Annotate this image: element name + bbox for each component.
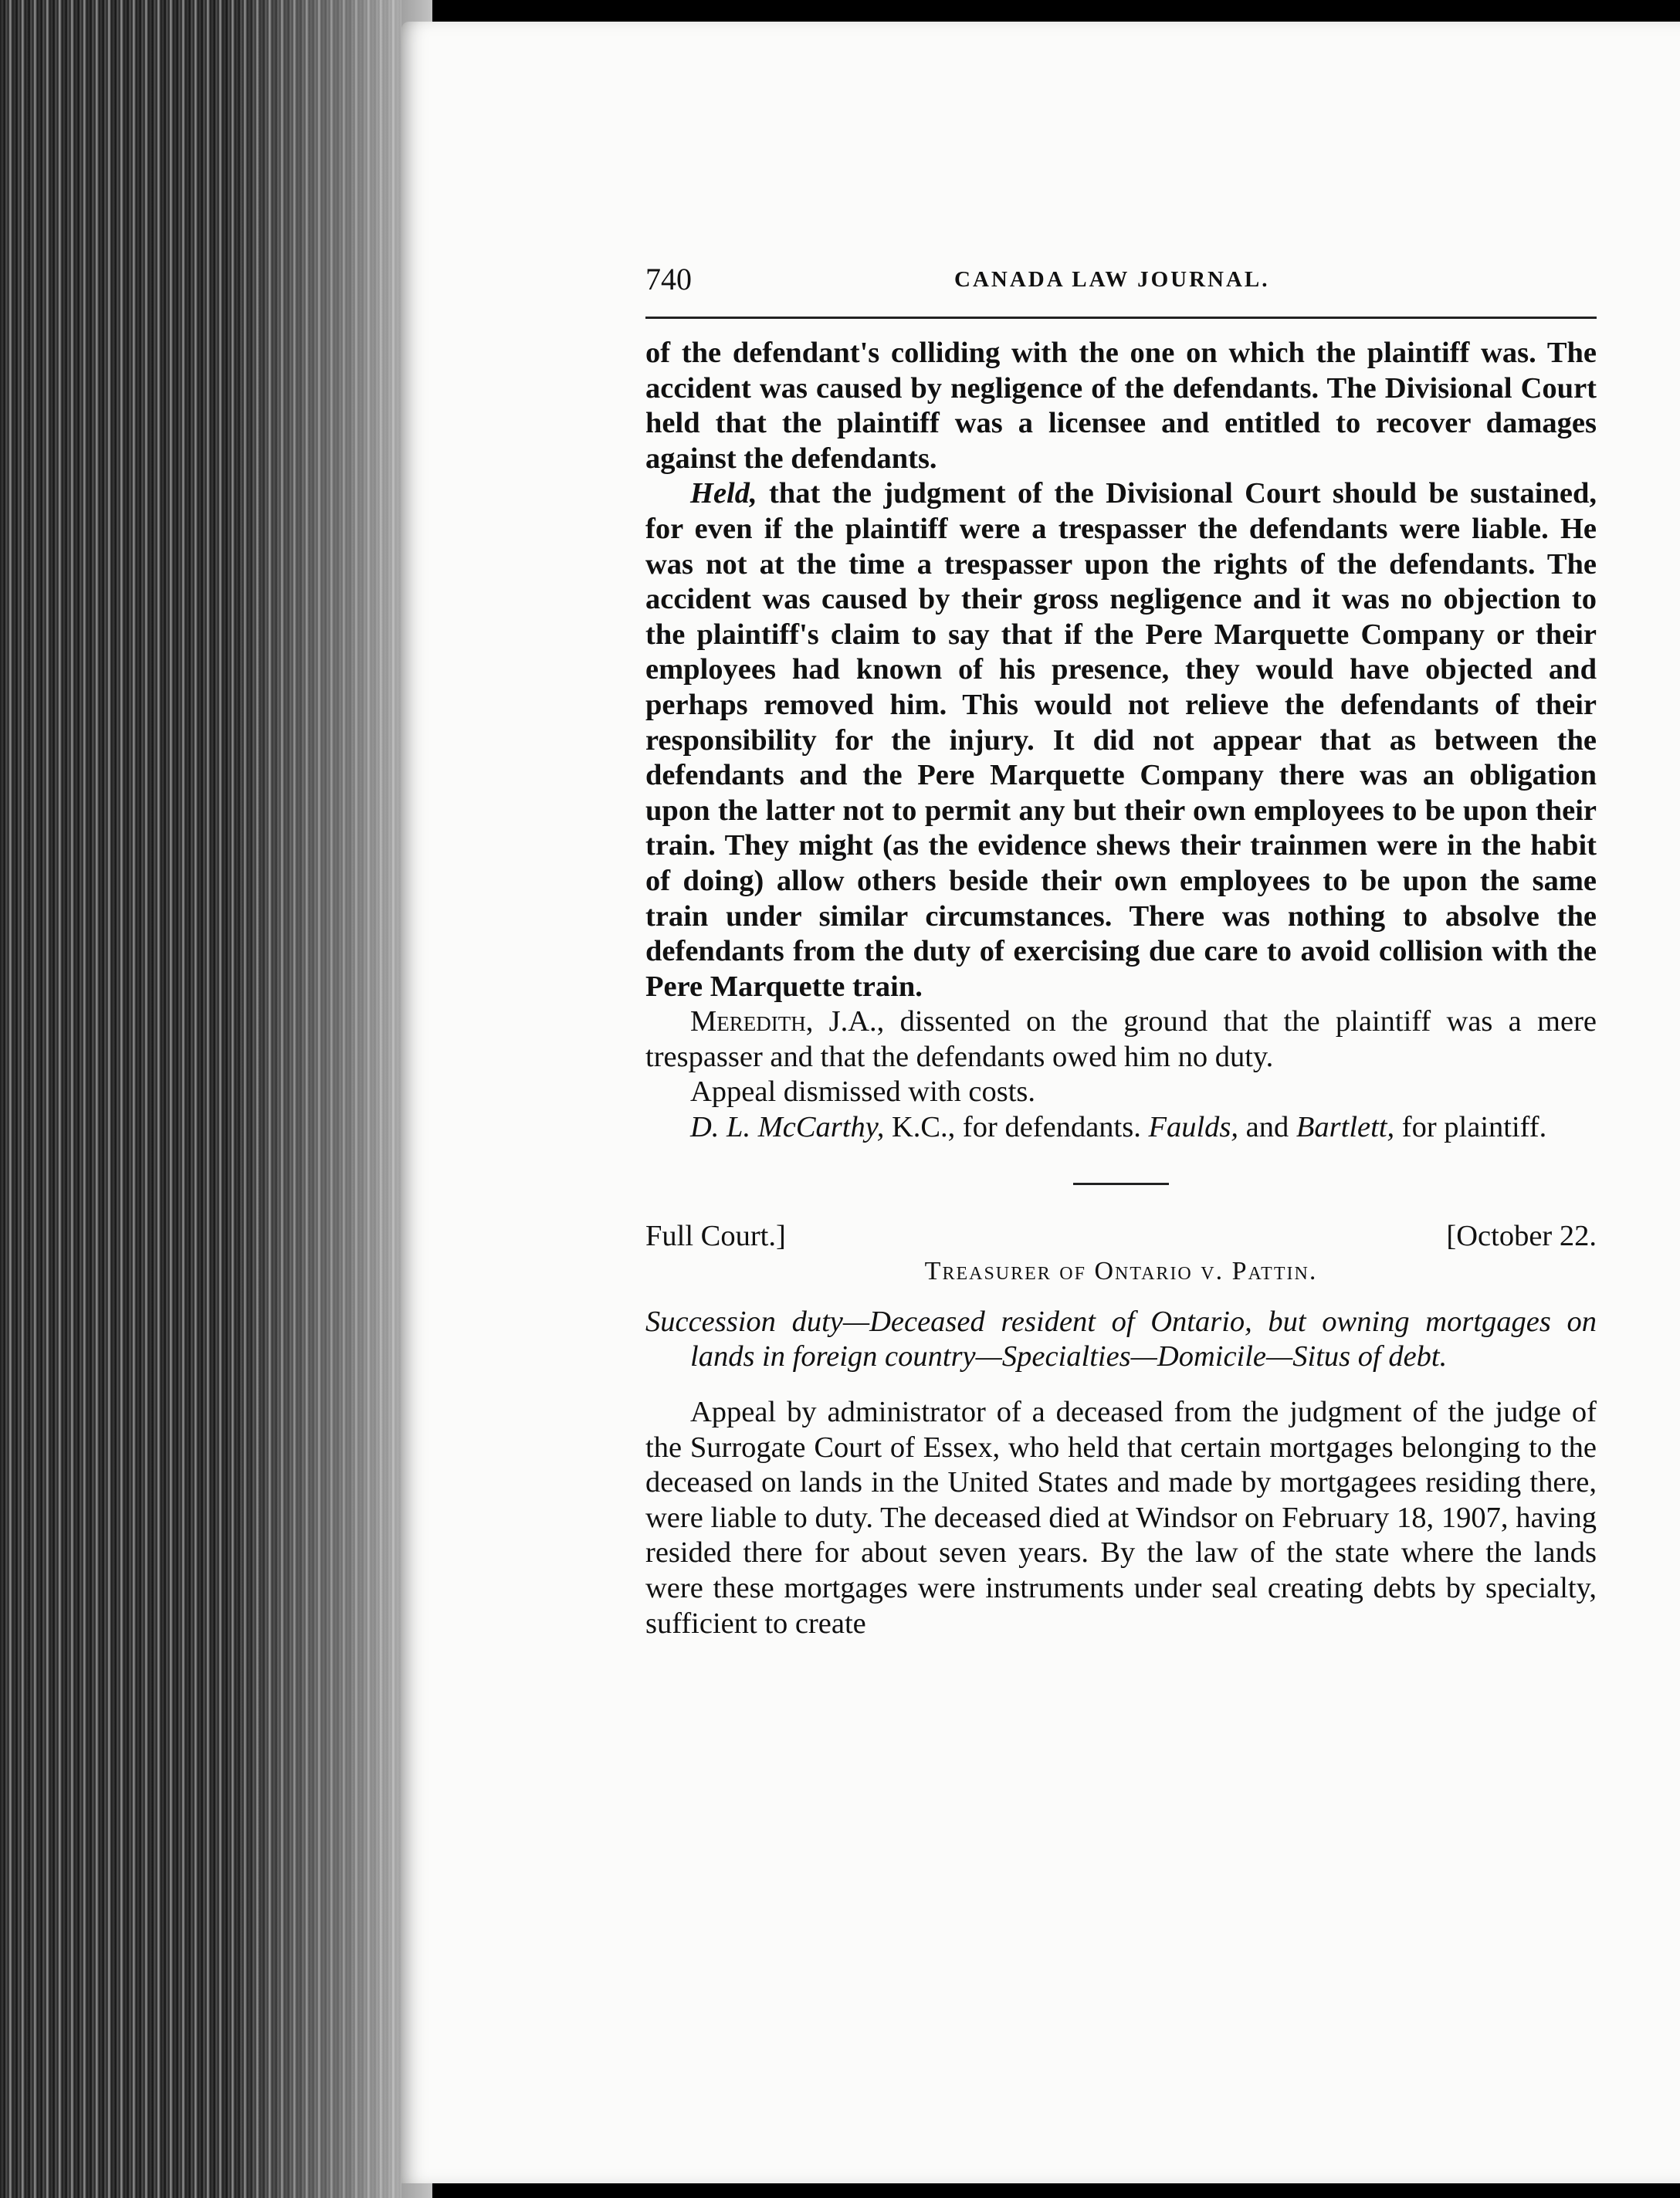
held-label: Held,: [690, 477, 757, 510]
court-name: Full Court.]: [645, 1219, 786, 1252]
section-divider: [1073, 1183, 1169, 1185]
paragraph-counsel: [645, 1110, 1597, 1146]
running-head: [645, 261, 1597, 306]
case-headnote: Succession duty—Deceased resident of Ontario, but owning mortgages on lands in foreign country—Specialties—Domicile—Situs of debt.: [645, 1305, 1597, 1373]
journal-title: CANADA LAW JOURNAL.: [954, 267, 1270, 292]
case-title: Treasurer of Ontario v. Pattin.: [924, 1257, 1318, 1286]
paragraph-dissent: [645, 1004, 1597, 1075]
counsel-text-2: and: [1238, 1111, 1296, 1144]
paragraph-held: [645, 476, 1597, 1004]
counsel-plaintiff-1: Faulds,: [1148, 1111, 1239, 1144]
judge-name: Meredith: [690, 1005, 806, 1038]
dissent-text: , J.A., dissented on the ground that the plaintiff was a mere trespasser and that the defendants owed him no duty.: [645, 1005, 1597, 1073]
counsel-defendants: D. L. McCarthy,: [690, 1111, 885, 1144]
paragraph-case-facts: of the defendant's colliding with the one on which the plaintiff was. The accident was caused by negligence of the defendants. The Divisional Court held that the plaintiff was a licensee and entitled to recover damages against the defendants.: [645, 337, 1597, 475]
case-date: [October 22.: [1446, 1219, 1597, 1252]
counsel-plaintiff-2: Bartlett,: [1296, 1111, 1395, 1144]
court-line: [645, 1219, 1597, 1255]
counsel-text-1: K.C., for defendants.: [884, 1111, 1149, 1144]
paragraph-appeal: Appeal by administrator of a deceased from the judgment of the judge of the Surrogate Court of Essex, who held that certain mortgages belonging to the deceased on lands in the United States and made by mortgagees residing there, were liable to duty. The deceased died at Windsor on February 18, 1907, having resided there for about seven years. By the law of the state where the lands were these mortgages were instruments under seal creating debts by specialty, sufficient to create: [645, 1396, 1597, 1640]
page-content: [645, 261, 1597, 1641]
held-text: that the judgment of the Divisional Court should be sustained, for even if the plaintiff were a trespasser the defendants were liable. He was not at the time a trespasser upon the rights of the defendants. The accident was caused by their gross negligence and it was no objection to the plaintiff's claim to say that if the Pere Marquette Company or their employees had known of his presence, they would have objected and perhaps removed him. This would not relieve the defendants of their responsibility for the injury. It did not appear that as between the defendants and the Pere Marquette Company there was an obligation upon the latter not to permit any but their own employees to be upon their train. They might (as the evidence shews their trainmen were in the habit of doing) allow others beside their own employees to be upon the same train under similar circumstances. There was nothing to absolve the defendants from the duty of exercising due care to avoid collision with the Pere Marquette train.: [645, 477, 1597, 1003]
header-rule: [645, 317, 1597, 319]
counsel-text-3: for plaintiff.: [1394, 1111, 1547, 1144]
page: [401, 22, 1680, 2183]
page-number: 740: [645, 262, 692, 296]
paragraph-disposition: Appeal dismissed with costs.: [690, 1075, 1035, 1109]
